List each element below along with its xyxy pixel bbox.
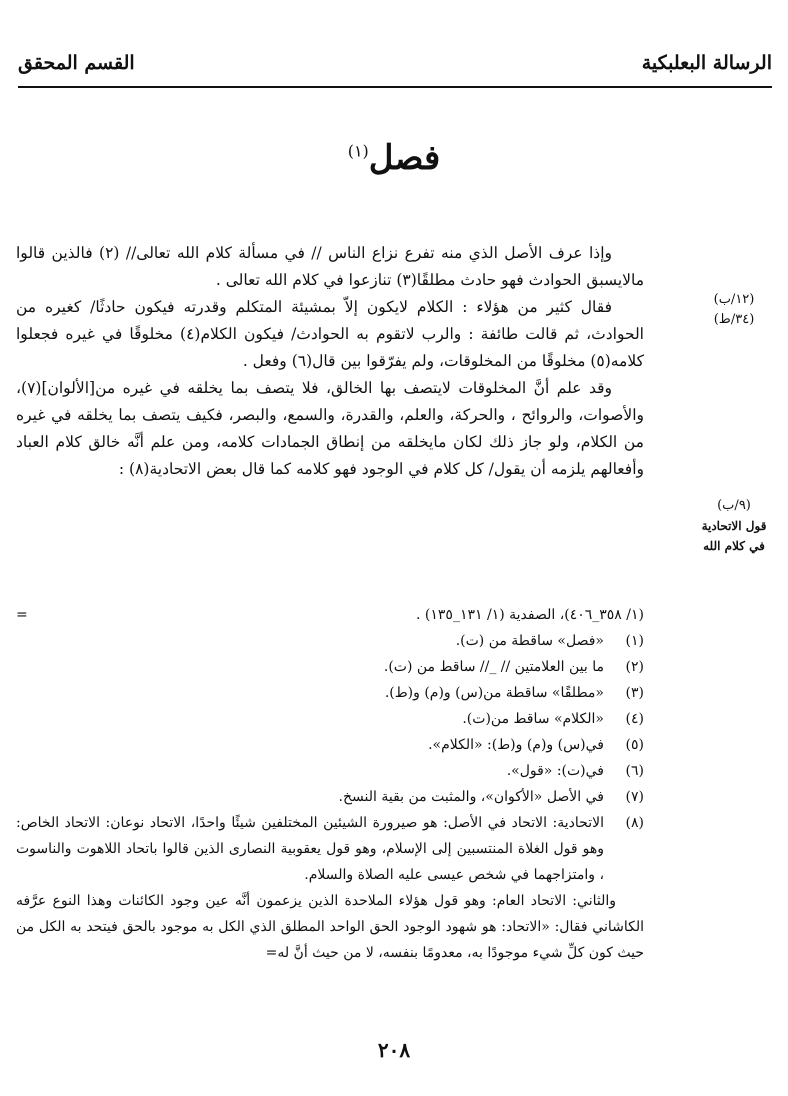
section-heading-footnote-ref: (١) (347, 141, 369, 161)
margin-topic-line-1: قول الاتحادية (701, 519, 767, 533)
main-text (16, 240, 644, 483)
footnote-number: (١) (625, 633, 644, 649)
footnotes (16, 602, 644, 966)
footnote-8 (16, 810, 644, 888)
header-section-name: القسم المحقق (18, 52, 135, 74)
running-header (18, 52, 772, 74)
footnote-number: (٨) (625, 815, 644, 831)
margin-ref-9b: (٩/ب) (717, 498, 751, 513)
margin-note-group-2 (694, 496, 774, 556)
footnote-number: (٧) (625, 789, 644, 805)
footnote-text: في الأصل «الأكوان»، والمثبت من بقية النسخ. (338, 789, 604, 805)
footnote-text: في(ت): «قول». (506, 763, 604, 779)
footnote-number: (٥) (625, 737, 644, 753)
footnote-number: (٤) (625, 711, 644, 727)
footnote-1 (16, 628, 644, 654)
page-number: ٢٠٨ (377, 1038, 411, 1062)
section-heading-text: فصل (368, 138, 441, 178)
main-paragraph-2: فقال كثير من هؤلاء : الكلام لايكون إلاّ بمشيئة المتكلم وقدرته فيكون حادثًا/ كغيره من الحوادث، ثم قالت طائفة : والرب لاتقوم به الحوادث/ فيكون الكلام(٤) مخلوقًا في غيره فجعلوا كلامه(٥) مخلوقًا من المخلوقات، ولم يفرّقوا بين قال(٦) وفعل . (16, 298, 644, 370)
footnote-continuation-marker: = (16, 607, 28, 623)
margin-note-group-1 (694, 290, 774, 330)
header-rule (18, 86, 772, 88)
margin-ref-12b: (١٢/ب) (713, 292, 755, 307)
footnote-3 (16, 680, 644, 706)
footnote-text: الاتحادية: الاتحاد في الأصل: هو صيرورة الشيئين المختلفين شيئًا واحدًا، الاتحاد نوعان: الاتحاد الخاص: وهو قول الغلاة المنتسبين إلى الإسلام، وهو قول يعقوبية النصارى الذين قالوا باتحاد اللاهوت والناسوت ، وامتزاجهما في شخص عيسى عليه الصلاة والسلام. (16, 815, 604, 883)
footnote-text: في(س) و(م) و(ط): «الكلام». (428, 737, 604, 753)
margin-ref-34t: (٣٤/ط) (713, 312, 755, 327)
footnote-number: (٢) (625, 659, 644, 675)
footnote-text: «مطلقًا» ساقطة من(س) و(م) و(ط). (384, 685, 604, 701)
footnote-text: «الكلام» ساقط من(ت). (462, 711, 604, 727)
footnote-number: (٦) (625, 763, 644, 779)
footnote-text: «فصل» ساقطة من (ت). (455, 633, 604, 649)
footnote-5 (16, 732, 644, 758)
footnote-number: (٣) (625, 685, 644, 701)
margin-topic-line-2: في كلام الله (703, 539, 765, 553)
footnote-continuation (16, 602, 644, 628)
footnote-8-continuation: والثاني: الاتحاد العام: وهو قول هؤلاء الملاحدة الذين يزعمون أنَّه عين وجود الكائنات وهذا النوع عرَّفه الكاشاني فقال: «الاتحاد: هو شهود الوجود الحق الواحد المطلق الذي الكل به موجود بالحق فيتحد به الكل من حيث كون كلِّ شيء موجودًا به، معدومًا بنفسه، لا من حيث أنَّ له= (16, 893, 644, 961)
footnote-text: ما بين العلامتين // _// ساقط من (ت). (383, 659, 604, 675)
header-book-title: الرسالة البعلبكية (641, 52, 772, 74)
footnote-7 (16, 784, 644, 810)
footnote-6 (16, 758, 644, 784)
footnote-continuation-text: (١/ ٣٥٨_٤٠٦)، الصفدية (١/ ١٣١_١٣٥) . (416, 607, 644, 623)
section-heading (0, 138, 788, 178)
footnote-4 (16, 706, 644, 732)
footnote-2 (16, 654, 644, 680)
main-paragraph-3: وقد علم أنَّ المخلوقات لايتصف بها الخالق، فلا يتصف بما يخلقه في غيره من[الألوان](٧)، والأصوات، والروائح ، والحركة، والعلم، والقدرة، والسمع، والبصر، فكيف يتصف بما يخلقه في غيره من الكلام، ولو جاز ذلك لكان مايخلقه من إنطاق الجمادات كلامه، ومن علم أنَّه خالق كلام العباد وأفعالهم يلزمه أن يقول/ كل كلام في الوجود فهو كلامه كما قال بعض الاتحادية(٨) : (16, 379, 644, 478)
main-paragraph-1: وإذا عرف الأصل الذي منه تفرع نزاع الناس // في مسألة كلام الله تعالى// (٢) فالذين قالوا مالايسبق الحوادث فهو حادث مطلقًا(٣) تنازعوا في كلام الله تعالى . (16, 244, 644, 289)
